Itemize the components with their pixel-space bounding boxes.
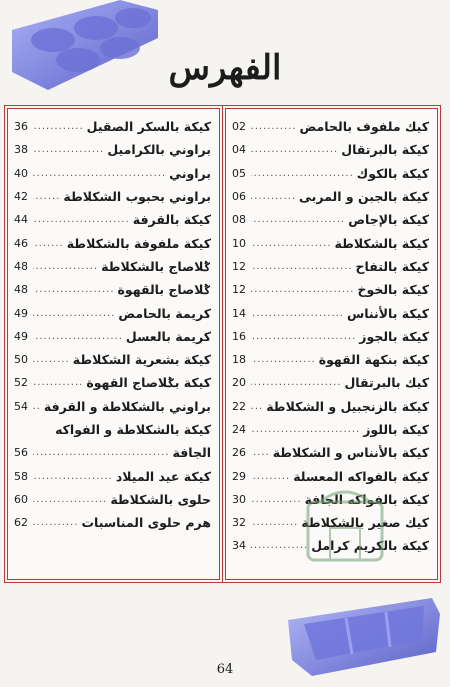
toc-entry bbox=[14, 185, 211, 208]
dot-leader bbox=[33, 261, 98, 272]
toc-entry bbox=[14, 231, 211, 254]
toc-entry-page: 40 bbox=[14, 166, 28, 180]
watermark-stamp bbox=[300, 488, 390, 566]
toc-entry-title: كيكة عيد الميلاد bbox=[115, 468, 211, 484]
toc-entry-page: 60 bbox=[14, 492, 28, 506]
toc-entry-title: كيكة بالبرتقال bbox=[341, 142, 429, 158]
toc-entry-title: كيكة باللوز bbox=[363, 422, 429, 437]
dot-leader bbox=[251, 144, 338, 155]
toc-entry-title: حلوى بالشكلاطة bbox=[110, 491, 211, 507]
toc-entry bbox=[14, 301, 211, 324]
dot-leader bbox=[33, 191, 60, 202]
toc-entry-title: كيك صغير بالشكلاطة bbox=[301, 515, 429, 531]
toc-entry-page: 46 bbox=[14, 236, 28, 250]
toc-entry-title: ݣلاصاج بالقهوة bbox=[117, 282, 211, 298]
dot-leader bbox=[33, 401, 41, 412]
toc-entry-title: كيكة بالجبن و المربى bbox=[299, 189, 429, 205]
toc-entry bbox=[14, 162, 211, 185]
toc-entry bbox=[232, 371, 429, 394]
toc-entry bbox=[232, 162, 429, 185]
page-number: 64 bbox=[216, 662, 234, 677]
toc-entry-page: 12 bbox=[232, 259, 246, 273]
toc-entry-page: 18 bbox=[232, 353, 246, 367]
dot-leader bbox=[251, 261, 353, 272]
toc-entry bbox=[14, 395, 211, 418]
toc-entry-page: 42 bbox=[14, 190, 28, 204]
toc-entry-page: 38 bbox=[14, 143, 28, 157]
toc-entry bbox=[232, 138, 429, 161]
dot-leader bbox=[251, 494, 302, 505]
dot-leader bbox=[251, 214, 345, 225]
dot-leader bbox=[33, 331, 123, 342]
dot-leader bbox=[251, 284, 354, 295]
toc-entry-page: 36 bbox=[14, 120, 28, 134]
dot-leader bbox=[33, 517, 78, 528]
toc-entry bbox=[232, 395, 429, 418]
toc-entry-title: كيكة بݣلاصاج القهوة bbox=[86, 375, 211, 391]
toc-entry-title: كريمة بالعسل bbox=[125, 328, 211, 344]
toc-entry-page: 49 bbox=[14, 306, 28, 320]
toc-entry-title: كيكة بالشكلاطة و الفواكه bbox=[55, 422, 211, 437]
toc-entry-title: كيكة بنكهة القهوة bbox=[318, 352, 429, 368]
toc-entry-title: كيكة بالكوك bbox=[356, 165, 429, 181]
toc-entry bbox=[14, 325, 211, 348]
toc-entry-page: 08 bbox=[232, 213, 246, 227]
toc-entry bbox=[14, 371, 211, 394]
toc-entry-page: 48 bbox=[14, 283, 28, 297]
dot-leader bbox=[251, 471, 290, 482]
toc-entry-title: كيكة بالتفاح bbox=[355, 258, 429, 274]
toc-entry-page: 16 bbox=[232, 329, 246, 343]
toc-entry-page: 44 bbox=[14, 213, 28, 227]
dot-leader bbox=[33, 238, 64, 249]
toc-entry bbox=[232, 418, 429, 441]
dot-leader bbox=[251, 238, 332, 249]
dot-leader bbox=[251, 354, 316, 365]
toc-entry-title: كيكة بالفواكه الجافة bbox=[304, 491, 429, 507]
dot-leader bbox=[251, 447, 270, 458]
toc-entry-title: كريمة بالحامض bbox=[118, 305, 211, 321]
toc-entry bbox=[232, 278, 429, 301]
toc-entry-title: ݣلاصاج بالشكلاطة bbox=[101, 258, 211, 274]
toc-entry-title: كيكة بالشكلاطة bbox=[334, 235, 429, 251]
dot-leader bbox=[33, 494, 107, 505]
dot-leader bbox=[33, 308, 115, 319]
dot-leader bbox=[33, 377, 83, 388]
toc-entry-page: 26 bbox=[232, 446, 246, 460]
toc-entry bbox=[232, 325, 429, 348]
dot-leader bbox=[33, 144, 104, 155]
toc-entry-page: 06 bbox=[232, 190, 246, 204]
toc-entry-page: 02 bbox=[232, 120, 246, 134]
toc-entry-title: كيكة ملفوفة بالشكلاطة bbox=[66, 235, 211, 251]
toc-entry bbox=[232, 301, 429, 324]
toc-entry bbox=[14, 441, 211, 464]
toc-entry-title: كيكة بالجوز bbox=[359, 328, 429, 344]
dot-leader bbox=[251, 517, 298, 528]
toc-left-column bbox=[7, 108, 220, 580]
dot-leader bbox=[33, 214, 130, 225]
toc-entry bbox=[232, 185, 429, 208]
toc-entry-page: 29 bbox=[232, 469, 246, 483]
toc-entry-title: كيكة بالكريم كرامل bbox=[311, 538, 429, 554]
toc-entry-page: 58 bbox=[14, 469, 28, 483]
dot-leader bbox=[251, 191, 296, 202]
dot-leader bbox=[251, 308, 344, 319]
dot-leader bbox=[251, 424, 360, 435]
toc-entry-title: كيك بالبرتقال bbox=[344, 375, 429, 391]
toc-entry-title: براوني bbox=[169, 165, 211, 181]
dot-leader bbox=[251, 168, 354, 179]
toc-entry-page: 49 bbox=[14, 329, 28, 343]
toc-entry-title: كيكة بالقرفة bbox=[132, 212, 211, 228]
toc-entry bbox=[14, 511, 211, 534]
toc-entry bbox=[232, 115, 429, 138]
toc-entry-page: 24 bbox=[232, 423, 246, 436]
dot-leader bbox=[251, 121, 297, 132]
toc-entry bbox=[14, 255, 211, 278]
toc-entry-page: 20 bbox=[232, 376, 246, 390]
toc-entry-title: كيكة بالإجاص bbox=[348, 212, 429, 228]
toc-entry bbox=[14, 115, 211, 138]
dot-leader bbox=[33, 168, 166, 179]
toc-entry-title: كيكة بالسكر الصقيل bbox=[86, 119, 211, 135]
toc-entry bbox=[14, 138, 211, 161]
toc-entry-page: 56 bbox=[14, 446, 28, 460]
toc-entry bbox=[232, 464, 429, 487]
toc-entry-title: كيكة بالأنناس و الشكلاطة bbox=[272, 445, 429, 461]
toc-entry-title: الجافة bbox=[172, 445, 211, 461]
toc-entry bbox=[14, 278, 211, 301]
dot-leader bbox=[33, 121, 84, 132]
toc-entry-title: كيكة بالخوخ bbox=[357, 282, 429, 298]
toc-entry-page: 48 bbox=[14, 259, 28, 273]
toc-entry-page: 52 bbox=[14, 376, 28, 390]
dot-leader bbox=[251, 401, 263, 412]
toc-entry-page: 34 bbox=[232, 539, 246, 553]
toc-entry-page: 62 bbox=[14, 516, 28, 530]
dot-leader bbox=[33, 447, 170, 458]
toc-entry-page: 54 bbox=[14, 399, 28, 413]
dot-leader bbox=[251, 377, 341, 388]
dot-leader bbox=[33, 471, 113, 482]
toc-entry-page: 12 bbox=[232, 283, 246, 297]
toc-entry-title: كيكة بالأنناس bbox=[346, 305, 429, 321]
toc-entry bbox=[232, 441, 429, 464]
toc-entry bbox=[232, 348, 429, 371]
toc-entry-title: براوني بالكراميل bbox=[107, 142, 211, 158]
dot-leader bbox=[251, 331, 356, 342]
toc-entry-page: 04 bbox=[232, 143, 246, 157]
toc-entry-title: كيكة بشعرية الشكلاطة bbox=[72, 352, 211, 368]
toc-entry-title: براوني بحبوب الشكلاطة bbox=[63, 189, 211, 205]
toc-entry bbox=[14, 488, 211, 511]
toc-entry-page: 22 bbox=[232, 399, 246, 413]
toc-entry-page: 05 bbox=[232, 166, 246, 180]
toc-entry-title: هرم حلوى المناسبات bbox=[81, 515, 211, 531]
toc-entry bbox=[14, 464, 211, 487]
toc-entry-title: كيكة بالزنجبيل و الشكلاطة bbox=[266, 398, 429, 414]
toc-entry-page: 32 bbox=[232, 516, 246, 530]
toc-entry-page: 10 bbox=[232, 236, 246, 250]
toc-entry-page: 30 bbox=[232, 492, 246, 506]
toc-entry bbox=[232, 208, 429, 231]
toc-entry-page: 50 bbox=[14, 353, 28, 367]
toc-entry-title: كيك ملفوف بالحامض bbox=[299, 119, 429, 135]
toc-entry-page: 14 bbox=[232, 306, 246, 320]
toc-entry bbox=[232, 231, 429, 254]
toc-entry bbox=[232, 255, 429, 278]
toc-entry-title: كيكة بالفواكه المعسلة bbox=[293, 468, 429, 484]
dot-leader bbox=[33, 354, 70, 365]
dot-leader bbox=[33, 284, 115, 295]
toc-entry bbox=[14, 208, 211, 231]
toc-entry-title: براوني بالشكلاطة و القرفة bbox=[43, 398, 211, 414]
page-title: الفهرس bbox=[168, 48, 282, 88]
toc-entry bbox=[14, 418, 211, 441]
toc-entry bbox=[14, 348, 211, 371]
